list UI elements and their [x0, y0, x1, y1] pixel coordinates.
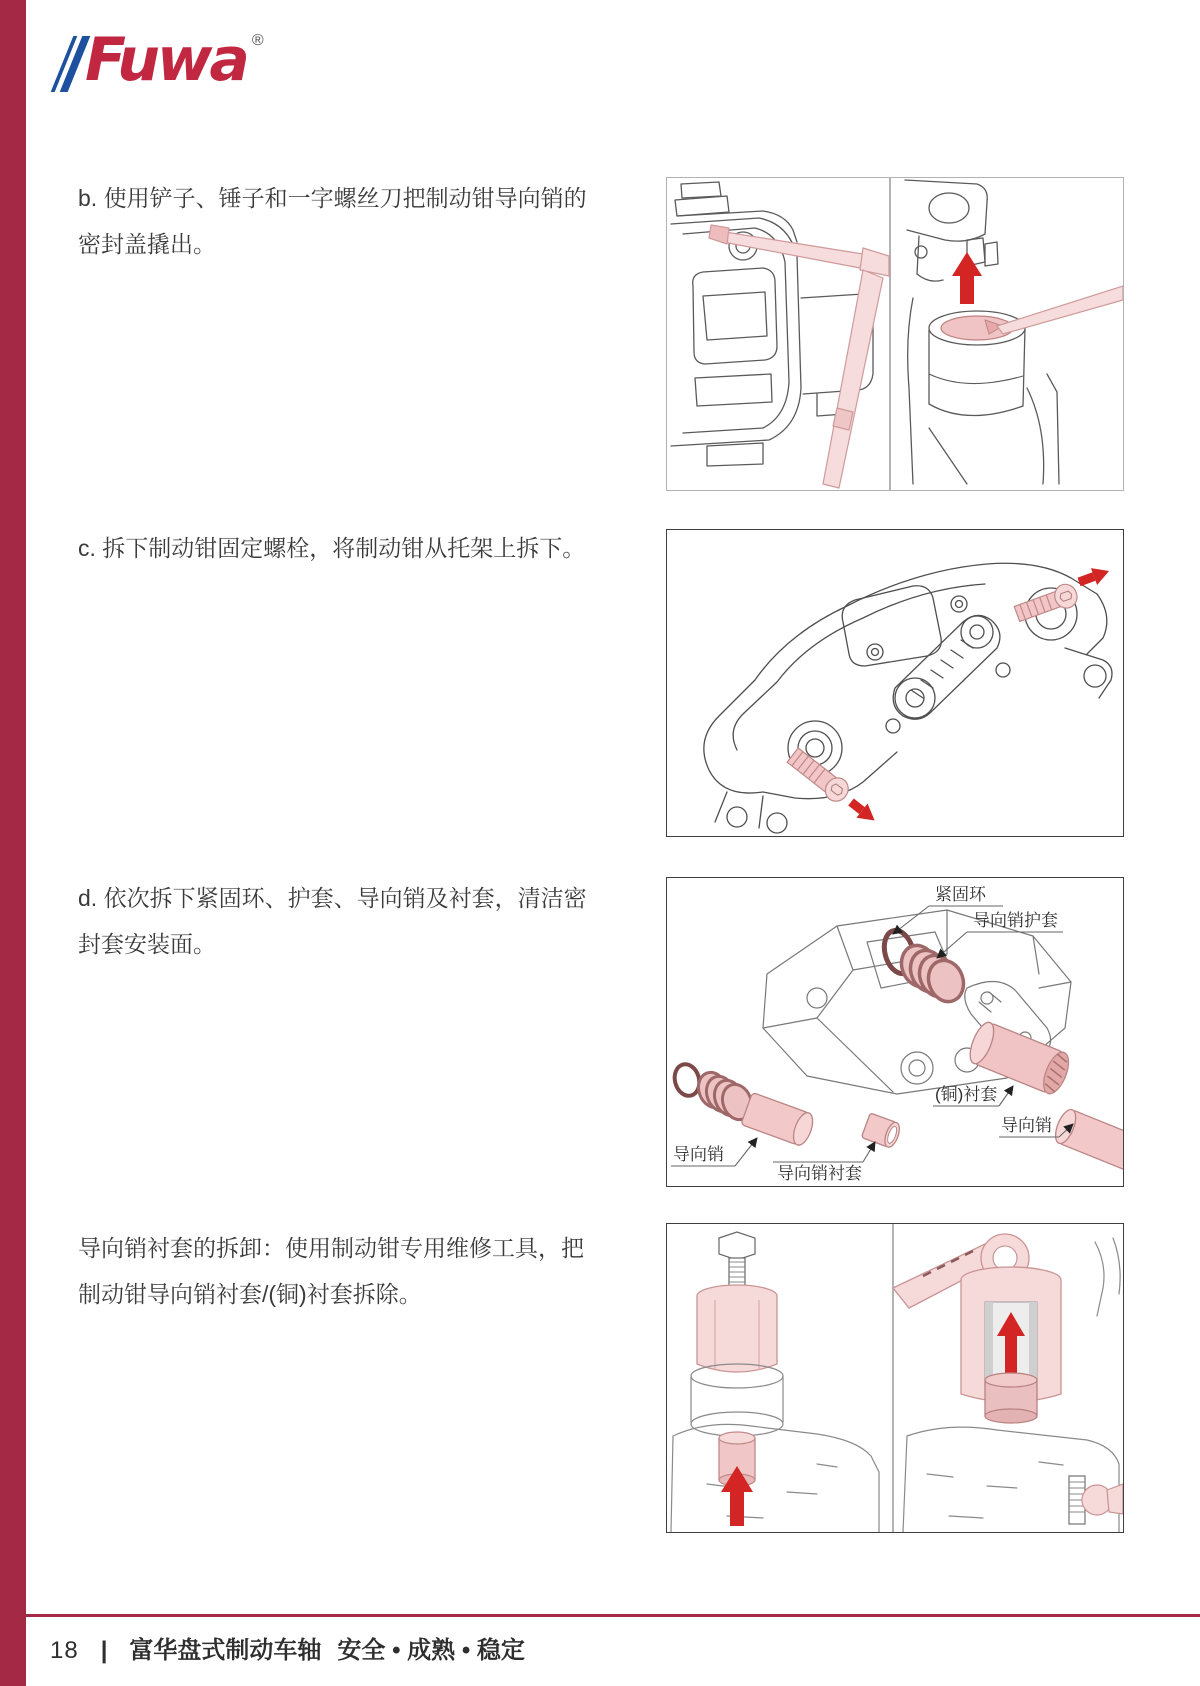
figure-exploded-guide-pin-parts	[666, 877, 1124, 1187]
caliper-boss-left	[671, 1364, 879, 1532]
page-number: 18	[50, 1637, 79, 1664]
footer	[50, 1630, 525, 1665]
registered-mark-icon: ®	[251, 32, 264, 49]
red-arrow-top-icon	[1076, 563, 1112, 591]
step-d-text	[78, 875, 653, 967]
label-copper-bushing: (铜)衬套	[935, 1085, 998, 1104]
figure-pry-seal-cover	[666, 177, 1124, 491]
step-d-line2: 封套安装面。	[78, 931, 216, 957]
guide-pin-boot-part	[896, 940, 969, 1006]
footer-separator: |	[100, 1637, 108, 1664]
footer-slogan: 安全 • 成熟 • 稳定	[337, 1637, 525, 1664]
figure-bushing-removal-tool	[666, 1223, 1124, 1533]
guide-pin-left-part	[741, 1092, 817, 1147]
step-e-line2: 制动钳导向销衬套/(铜)衬套拆除。	[78, 1281, 422, 1307]
screwdriver	[997, 286, 1123, 334]
bushing-being-pulled-right	[985, 1373, 1037, 1423]
red-arrow-bottom-icon	[845, 795, 880, 828]
guide-pin-right-part	[1051, 1107, 1123, 1177]
step-e-line1: 导向销衬套的拆卸：使用制动钳专用维修工具，把	[78, 1235, 584, 1261]
label-guide-pin-bushing: 导向销衬套	[777, 1164, 862, 1183]
press-tool-left	[697, 1232, 777, 1372]
step-b-line2: 密封盖撬出。	[78, 231, 216, 257]
footer-title: 富华盘式制动车轴	[129, 1637, 322, 1664]
stud-and-wrench-right	[1069, 1476, 1123, 1524]
label-guide-pin-left: 导向销	[673, 1145, 724, 1164]
label-guide-pin-boot: 导向销护套	[973, 911, 1058, 930]
logo-text: Fuwa	[85, 25, 247, 95]
label-guide-pin-right: 导向销	[1001, 1116, 1052, 1135]
label-retaining-ring: 紧固环	[935, 885, 986, 904]
red-arrow-up-icon	[952, 252, 982, 304]
second-pry-bar	[823, 270, 883, 488]
guide-pin-bushing-part	[861, 1113, 902, 1149]
step-d-line1: d. 依次拆下紧固环、护套、导向销及衬套，清洁密	[78, 885, 587, 911]
step-b-line1: b. 使用铲子、锤子和一字螺丝刀把制动钳导向销的	[78, 185, 587, 211]
pry-bar	[709, 225, 889, 276]
left-accent-bar	[0, 0, 26, 1686]
caliper-bolt-bottom	[785, 746, 853, 806]
brand-logo	[62, 25, 264, 95]
figure-remove-caliper-bolts	[666, 529, 1124, 837]
step-c-line1: c. 拆下制动钳固定螺栓，将制动钳从托架上拆下。	[78, 535, 586, 561]
footer-divider	[26, 1614, 1200, 1617]
step-c-text	[78, 525, 653, 571]
step-b-text	[78, 175, 653, 267]
step-e-text	[78, 1225, 653, 1317]
